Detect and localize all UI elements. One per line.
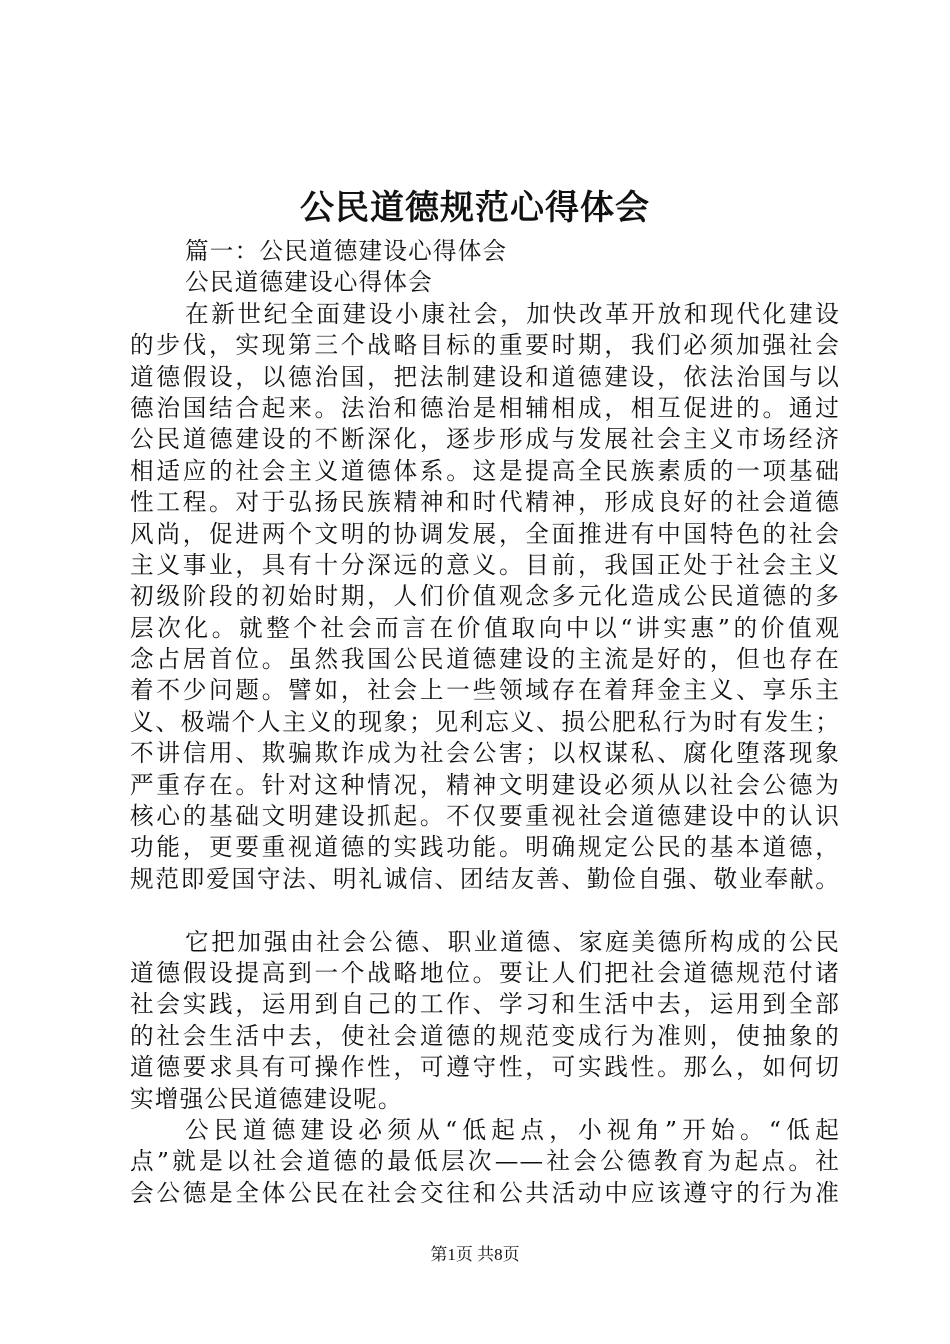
paragraph-line: 的步伐，实现第三个战略目标的重要时期，我们必须加强社会 bbox=[130, 331, 840, 360]
paragraph-line: 公民道德建设的不断深化，逐步形成与发展社会主义市场经济 bbox=[130, 425, 840, 454]
paragraph-line: 功能，更要重视道德的实践功能。明确规定公民的基本道德， bbox=[130, 833, 840, 862]
paragraph-line: 它把加强由社会公德、职业道德、家庭美德所构成的公民 bbox=[185, 927, 840, 956]
paragraph-line: 相适应的社会主义道德体系。这是提高全民族素质的一项基础 bbox=[130, 456, 840, 485]
paragraph-line: 的社会生活中去，使社会道德的规范变成行为准则，使抽象的 bbox=[130, 1021, 840, 1050]
section-heading: 篇一：公民道德建设心得体会 bbox=[185, 237, 508, 265]
paragraph-line: 主义事业，具有十分深远的意义。目前，我国正处于社会主义 bbox=[130, 550, 840, 579]
paragraph-line: 层次化。就整个社会而言在价值取向中以“讲实惠”的价值观 bbox=[130, 613, 840, 642]
paragraph-line: 点”就是以社会道德的最低层次——社会公德教育为起点。社 bbox=[130, 1147, 840, 1176]
paragraph-line: 严重存在。针对这种情况，精神文明建设必须从以社会公德为 bbox=[130, 770, 840, 799]
paragraph-line: 公民道德建设必须从“低起点，小视角”开始。“低起 bbox=[185, 1115, 840, 1144]
document-title: 公民道德规范心得体会 bbox=[300, 188, 650, 228]
paragraph-line: 义、极端个人主义的现象；见利忘义、损公肥私行为时有发生； bbox=[130, 707, 840, 736]
paragraph-line: 道德假设提高到一个战略地位。要让人们把社会道德规范付诸 bbox=[130, 958, 840, 987]
paragraph-line: 会公德是全体公民在社会交往和公共活动中应该遵守的行为准 bbox=[130, 1178, 840, 1207]
paragraph-gap bbox=[130, 895, 840, 926]
paragraph-line: 道德假设，以德治国，把法制建设和道德建设，依法治国与以 bbox=[130, 362, 840, 391]
paragraph-line: 初级阶段的初始时期，人们价值观念多元化造成公民道德的多 bbox=[130, 582, 840, 611]
paragraph-line: 着不少问题。譬如，社会上一些领域存在着拜金主义、享乐主 bbox=[130, 676, 840, 705]
paragraph-line: 念占居首位。虽然我国公民道德建设的主流是好的，但也存在 bbox=[130, 645, 840, 674]
paragraph-line: 德治国结合起来。法治和德治是相辅相成，相互促进的。通过 bbox=[130, 393, 840, 422]
paragraph-line: 核心的基础文明建设抓起。不仅要重视社会道德建设中的认识 bbox=[130, 802, 840, 831]
subsection-heading: 公民道德建设心得体会 bbox=[185, 268, 433, 297]
paragraph-line: 性工程。对于弘扬民族精神和时代精神，形成良好的社会道德 bbox=[130, 488, 840, 517]
paragraph-line: 道德要求具有可操作性，可遵守性，可实践性。那么，如何切 bbox=[130, 1053, 840, 1082]
document-body bbox=[130, 236, 840, 1209]
paragraph-line: 规范即爱国守法、明礼诚信、团结友善、勤俭自强、敬业奉献。 bbox=[130, 864, 840, 893]
paragraph-line: 风尚，促进两个文明的协调发展，全面推进有中国特色的社会 bbox=[130, 519, 840, 548]
paragraph-line: 实增强公民道德建设呢。 bbox=[130, 1084, 403, 1113]
paragraph-line: 不讲信用、欺骗欺诈成为社会公害；以权谋私、腐化堕落现象 bbox=[130, 739, 840, 768]
paragraph-line: 社会实践，运用到自己的工作、学习和生活中去，运用到全部 bbox=[130, 990, 840, 1019]
page-footer: 第1页 共8页 bbox=[430, 1245, 520, 1264]
paragraph-line: 在新世纪全面建设小康社会，加快改革开放和现代化建设 bbox=[185, 299, 840, 328]
